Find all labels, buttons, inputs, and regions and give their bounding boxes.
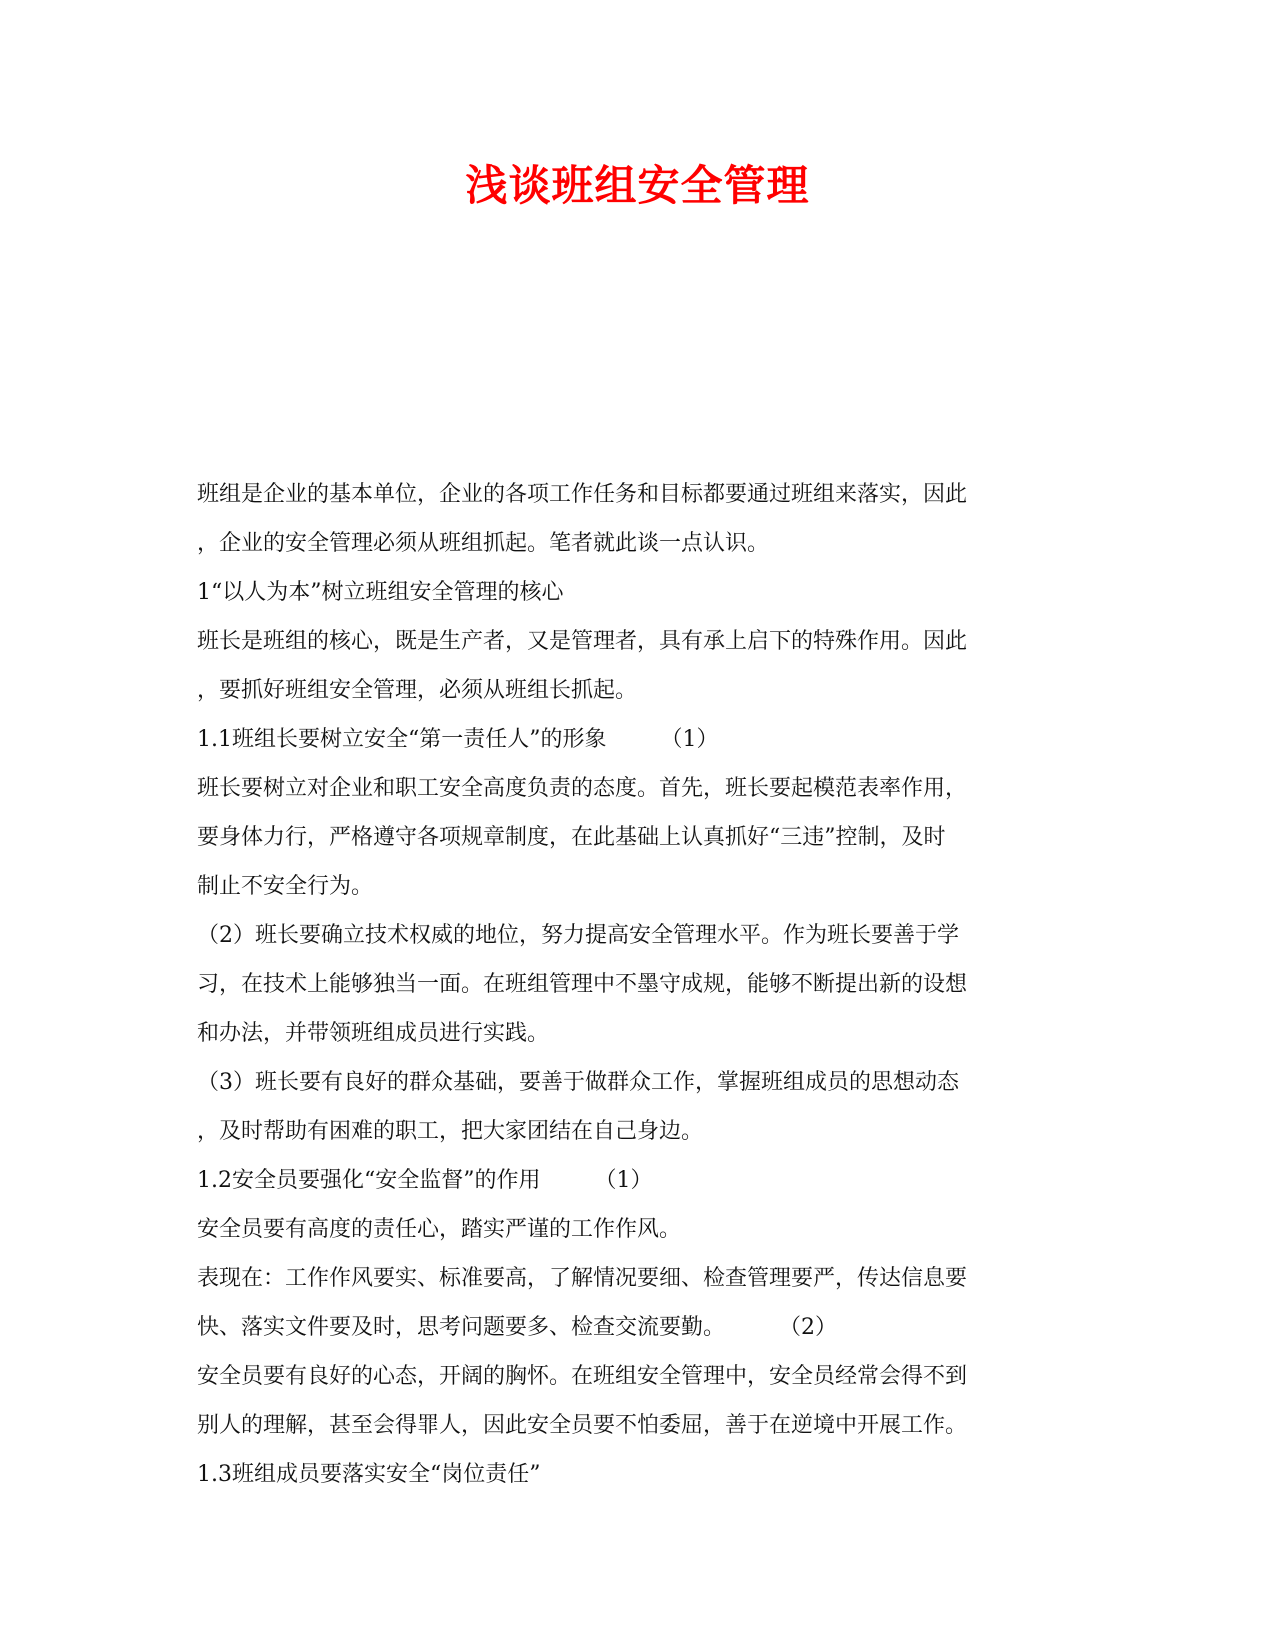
paragraph-line-text: 快、落实文件要及时，思考问题要多、检查交流要勤。 [197, 1315, 726, 1340]
document-title: 浅谈班组安全管理 [465, 161, 810, 210]
paragraph-line: （3）班长要有良好的群众基础，要善于做群众工作，掌握班组成员的思想动态 [197, 1070, 959, 1095]
item-marker: （1） [660, 727, 719, 752]
subsection-heading-text: 1.2安全员要强化“安全监督”的作用 [197, 1168, 541, 1193]
subsection-heading [197, 715, 1077, 764]
subsection-heading-text: 1.1班组长要树立安全“第一责任人”的形象 [197, 727, 607, 752]
paragraph-line: 班长是班组的核心，既是生产者，又是管理者，具有承上启下的特殊作用。因此 [197, 629, 968, 654]
item-marker: （2） [779, 1315, 838, 1340]
paragraph-line: 要身体力行，严格遵守各项规章制度，在此基础上认真抓好“三违”控制，及时 [197, 825, 946, 850]
paragraph-line: 安全员要有高度的责任心，踏实严谨的工作作风。 [197, 1217, 682, 1242]
paragraph-line: 表现在：工作作风要实、标准要高，了解情况要细、检查管理要严，传达信息要 [197, 1266, 968, 1291]
paragraph-line: 别人的理解，甚至会得罪人，因此安全员要不怕委屈，善于在逆境中开展工作。 [197, 1413, 968, 1438]
paragraph-line [197, 1303, 1077, 1352]
paragraph-line: 和办法，并带领班组成员进行实践。 [197, 1021, 550, 1046]
paragraph-line: ，要抓好班组安全管理，必须从班组长抓起。 [197, 678, 638, 703]
document-body [197, 470, 1077, 1499]
paragraph-line: 习，在技术上能够独当一面。在班组管理中不墨守成规，能够不断提出新的设想 [197, 972, 968, 997]
paragraph-line: （2）班长要确立技术权威的地位，努力提高安全管理水平。作为班长要善于学 [197, 923, 959, 948]
paragraph-line: ，企业的安全管理必须从班组抓起。笔者就此谈一点认识。 [197, 531, 770, 556]
subsection-heading [197, 1156, 1077, 1205]
paragraph-line: 班长要树立对企业和职工安全高度负责的态度。首先，班长要起模范表率作用， [197, 776, 968, 801]
paragraph-line: 安全员要有良好的心态，开阔的胸怀。在班组安全管理中，安全员经常会得不到 [197, 1364, 968, 1389]
subsection-heading: 1.3班组成员要落实安全“岗位责任” [197, 1462, 541, 1487]
item-marker: （1） [594, 1168, 653, 1193]
paragraph-line: ，及时帮助有困难的职工，把大家团结在自己身边。 [197, 1119, 704, 1144]
paragraph-line: 制止不安全行为。 [197, 874, 374, 899]
section-heading: 1“以人为本”树立班组安全管理的核心 [197, 580, 564, 605]
paragraph-line: 班组是企业的基本单位，企业的各项工作任务和目标都要通过班组来落实，因此 [197, 482, 968, 507]
